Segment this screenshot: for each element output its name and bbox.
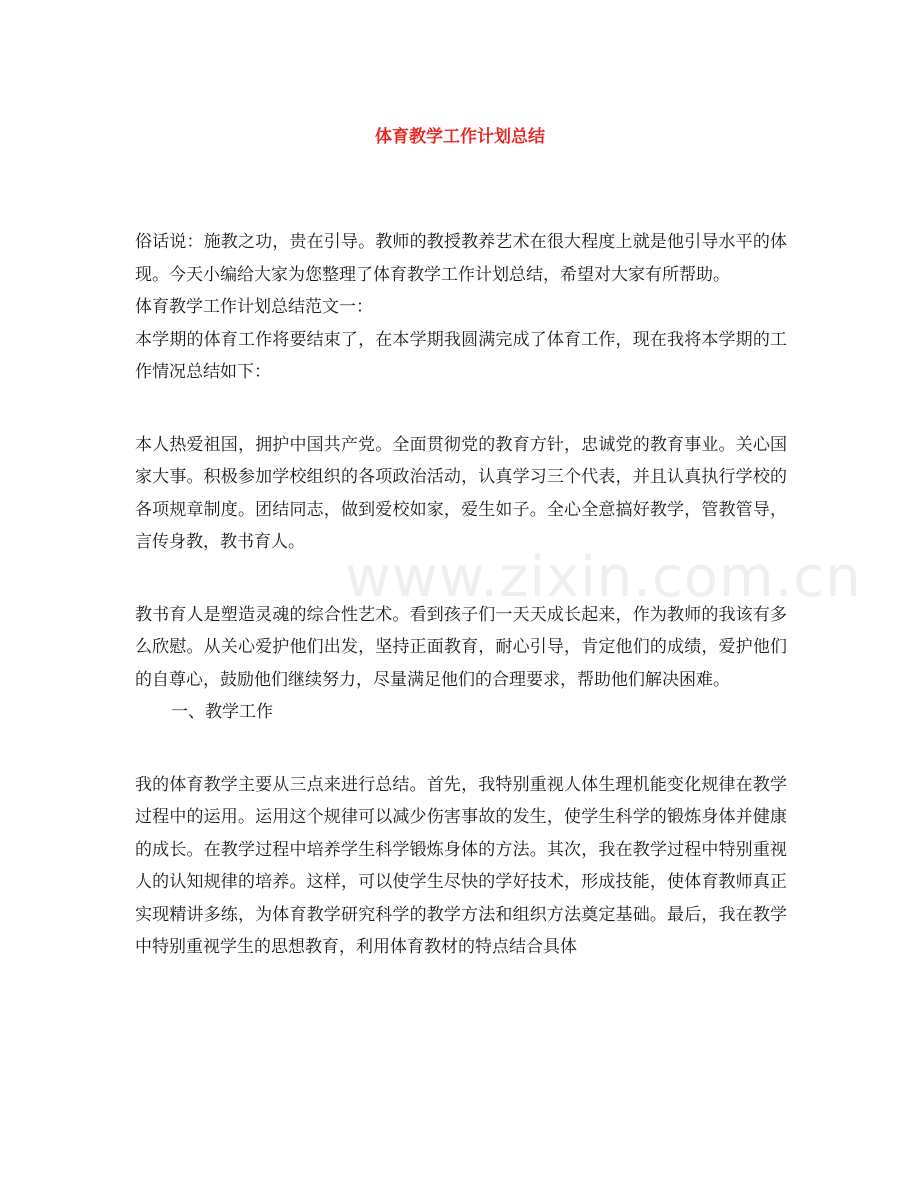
- paragraph-political: 本人热爱祖国，拥护中国共产党。全面贯彻党的教育方针，忠诚党的教育事业。关心国家大事。积极参加学校组织的各项政治活动，认真学习三个代表，并且认真执行学校的各项规章制度。团结同志，做到爱校如家，爱生如子。全心全意搞好教学，管教管导，言传身教，教书育人。: [135, 434, 787, 552]
- document-body: [135, 226, 787, 964]
- paragraph-teaching-summary: 我的体育教学主要从三点来进行总结。首先，我特别重视人体生理机能变化规律在教学过程中的运用。运用这个规律可以减少伤害事故的发生，使学生科学的锻炼身体并健康的成长。在教学过程中培养学生科学锻炼身体的方法。其次，我在教学过程中特别重视人的认知规律的培养。这样，可以使学生尽快的学好技术，形成技能，使体育教师真正实现精讲多练，为体育教学研究科学的教学方法和组织方法奠定基础。最后，我在教学中特别重视学生的思想教育，利用体育教材的特点结合具体: [135, 774, 787, 957]
- section-heading-teaching: 一、教学工作: [171, 702, 273, 722]
- paragraph-educating: 教书育人是塑造灵魂的综合性艺术。看到孩子们一天天成长起来，作为教师的我该有多么欣慰。从关心爱护他们出发，坚持正面教育，耐心引导，肯定他们的成绩，爱护他们的自尊心，鼓励他们继续努力，尽量满足他们的合理要求，帮助他们解决困难。: [135, 604, 787, 690]
- paragraph-opening: 本学期的体育工作将要结束了，在本学期我圆满完成了体育工作，现在我将本学期的工作情况总结如下：: [135, 329, 787, 382]
- watermark: www.zixin.com.cn: [345, 545, 862, 610]
- paragraph-heading-sample-one: 体育教学工作计划总结范文一：: [135, 297, 373, 317]
- document-title: 体育教学工作计划总结: [375, 127, 545, 147]
- paragraph-intro: 俗话说：施教之功，贵在引导。教师的教授教养艺术在很大程度上就是他引导水平的体现。今天小编给大家为您整理了体育教学工作计划总结，希望对大家有所帮助。: [135, 232, 787, 285]
